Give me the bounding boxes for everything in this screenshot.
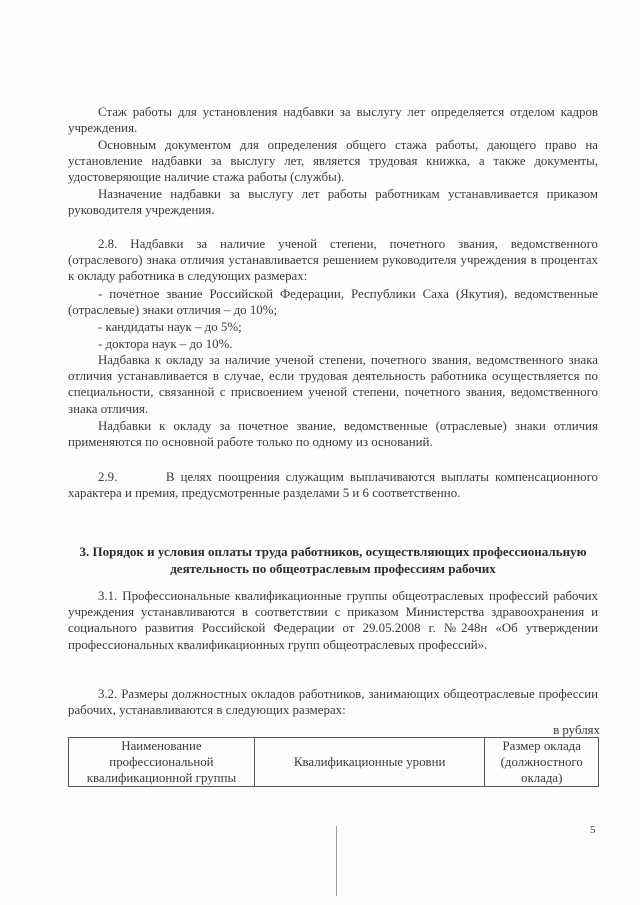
- page-number: 5: [590, 824, 596, 836]
- paragraph-allowance-conditions: Надбавка к окладу за наличие ученой степени, почетного звания, ведомственного знака отличия устанавливается в случае, если трудовая деятельность работника осуществляется по специальности, связанной с присвоением ученой степени, почетного звания, ведомственного знака отличия.: [68, 353, 598, 416]
- section-heading: 3. Порядок и условия оплаты труда работников, осуществляющих профессиональную деятельность по общеотраслевым профессиям рабочих: [79, 544, 587, 576]
- scan-mark: [336, 826, 337, 896]
- list-item-candidates: - кандидаты наук – до 5%;: [98, 320, 242, 334]
- header-group-name: Наименование профессиональной квалификационной группы: [69, 738, 255, 787]
- paragraph-2-9: 2.9. В целях поощрения служащим выплачиваются выплаты компенсационного характера и премия, предусмотренные разделами 5 и 6 соответственно.: [68, 470, 602, 501]
- paragraph-assignment-order: Назначение надбавки за выслугу лет работы работникам устанавливается приказом руководителя учреждения.: [68, 187, 598, 218]
- salary-table: [68, 737, 599, 787]
- table-header-row: [69, 738, 599, 787]
- table-unit-label: в рублях: [553, 723, 600, 737]
- header-salary-size: Размер оклада (должностного оклада): [485, 738, 599, 787]
- paragraph-allowance-basis: Надбавки к окладу за почетное звание, ведомственные (отраслевые) знаки отличия применяются по основной работе только по одному из оснований.: [68, 419, 598, 450]
- paragraph-3-1: 3.1. Профессиональные квалификационные группы общеотраслевых профессий рабочих учреждения устанавливаются в соответствии с приказом Министерства здравоохранения и социального развития Российской Федерации от 29.05.2008 г. №248н «Об утверждении профессиональных квалификационных групп общеотраслевых профессий».: [68, 589, 598, 652]
- header-qualification-levels: Квалификационные уровни: [254, 738, 485, 787]
- paragraph-2-8: 2.8. Надбавки за наличие ученой степени, почетного звания, ведомственного (отраслевого) знака отличия устанавливается решением руководителя учреждения в процентах к окладу работника в следующих размерах:: [68, 237, 598, 284]
- list-item-doctors: - доктора наук – до 10%.: [98, 337, 233, 351]
- paragraph-3-2: 3.2. Размеры должностных окладов работников, занимающих общеотраслевые профессии рабочих, устанавливаются в следующих размерах:: [68, 687, 598, 718]
- list-item-honorary-title: - почетное звание Российской Федерации, Республики Саха (Якутия), ведомственные (отраслевые) знаки отличия – до 10%;: [68, 287, 598, 318]
- paragraph-seniority-determination: Стаж работы для установления надбавки за выслугу лет определяется отделом кадров учреждения.: [68, 105, 598, 136]
- paragraph-main-document: Основным документом для определения общего стажа работы, дающего право на установление надбавки за выслугу лет, является трудовая книжка, а также документы, удостоверяющие наличие стажа работы (службы).: [68, 138, 598, 185]
